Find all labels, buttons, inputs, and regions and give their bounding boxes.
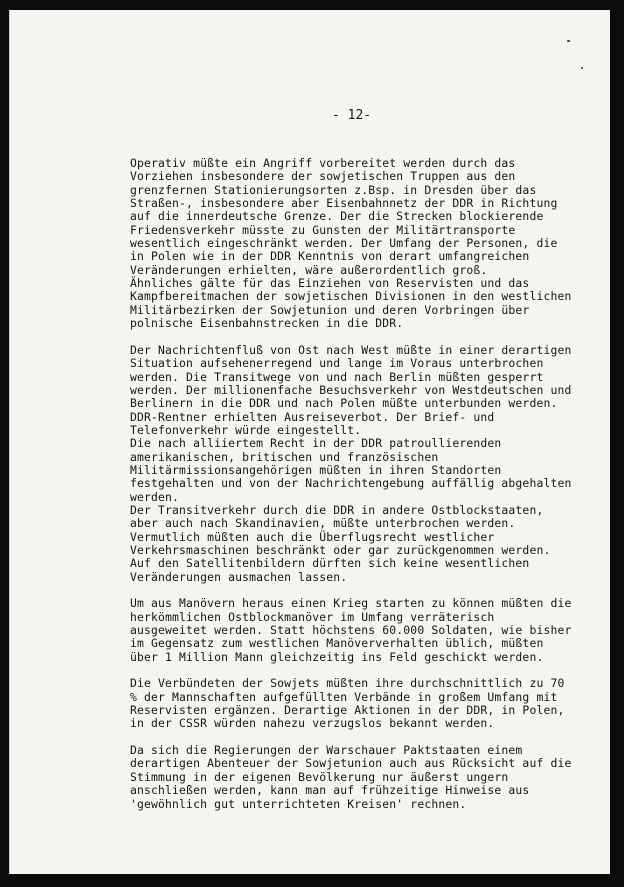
- text-line: werden. Der millionenfache Besuchsverkehr von Westdeutschen und: [130, 382, 572, 397]
- text-line: derartigen Abenteuer der Sowjetunion auch aus Rücksicht auf die: [130, 756, 572, 771]
- text-line: wesentlich eingeschränkt werden. Der Umfang der Personen, die: [130, 236, 558, 251]
- text-line: Militärmissionsangehörigen müßten in ihren Standorten: [130, 462, 502, 477]
- text-line: Der Nachrichtenfluß von Ost nach West müßte in einer derartigen: [130, 342, 572, 357]
- text-line: ausgeweitet werden. Statt höchstens 60.000 Soldaten, wie bisher: [130, 623, 572, 638]
- text-line: auf die innerdeutsche Grenze. Der die Strecken blockierende: [130, 209, 544, 224]
- paragraph: [130, 597, 580, 664]
- document-body: [130, 157, 580, 824]
- text-line: grenzfernen Stationierungsorten z.Bsp. in Dresden über das: [130, 182, 537, 197]
- text-line: Vermutlich müßten auch die Überflugsrecht westlicher: [130, 529, 495, 544]
- text-line: Veränderungen ausmachen lassen.: [130, 569, 348, 584]
- text-line: amerikanischen, britischen und französischen: [130, 449, 439, 464]
- text-line: Die Verbündeten der Sowjets müßten ihre durchschnittlich zu 70: [130, 676, 565, 691]
- text-line: Stimmung in der eigenen Bevölkerung nur äußerst ungern: [130, 769, 509, 784]
- paragraph: [130, 677, 580, 730]
- text-line: Auf den Satellitenbildern dürften sich keine wesentlichen: [130, 556, 530, 571]
- text-line: Telefonverkehr würde eingestellt.: [130, 422, 362, 437]
- text-line: Um aus Manövern heraus einen Krieg starten zu können müßten die: [130, 596, 572, 611]
- text-line: 'gewöhnlich gut unterrichteten Kreisen' rechnen.: [130, 796, 467, 811]
- text-line: in der CSSR würden nahezu verzugslos bekannt werden.: [130, 716, 495, 731]
- text-line: polnische Eisenbahnstrecken in die DDR.: [130, 316, 404, 331]
- text-line: werden.: [130, 489, 180, 504]
- text-line: über 1 Million Mann gleichzeitig ins Feld geschickt werden.: [130, 649, 544, 664]
- text-line: werden. Die Transitwege von und nach Berlin müßten gesperrt: [130, 369, 544, 384]
- text-line: Kampfbereitmachen der sowjetischen Divisionen in den westlichen: [130, 289, 572, 304]
- text-line: Situation aufsehenerregend und lange im Voraus unterbrochen: [130, 356, 544, 371]
- text-line: DDR-Rentner erhielten Ausreiseverbot. Der Brief- und: [130, 409, 495, 424]
- text-line: Reservisten ergänzen. Derartige Aktionen in der DDR, in Polen,: [130, 703, 565, 718]
- text-line: Da sich die Regierungen der Warschauer Paktstaaten einem: [130, 743, 523, 758]
- text-line: % der Mannschaften aufgefüllten Verbände in großem Umfang mit: [130, 689, 558, 704]
- text-line: festgehalten und von der Nachrichtengebung auffällig abgehalten: [130, 476, 572, 491]
- text-line: Berlinern in die DDR und nach Polen müßte unterbunden werden.: [130, 396, 558, 411]
- text-line: Veränderungen erhielten, wäre außerordentlich groß.: [130, 262, 488, 277]
- paragraph: [130, 344, 580, 584]
- text-line: Friedensverkehr müsste zu Gunsten der Militärtransporte: [130, 222, 516, 237]
- text-line: anschließen werden, kann man auf frühzeitige Hinweise aus: [130, 783, 530, 798]
- text-line: Operativ müßte ein Angriff vorbereitet werden durch das: [130, 156, 516, 170]
- text-line: Militärbezirken der Sowjetunion und deren Vorbringen über: [130, 302, 530, 317]
- document-page: [9, 10, 610, 874]
- text-line: Ähnliches gälte für das Einziehen von Reservisten und das: [130, 276, 530, 291]
- text-line: herkömmlichen Ostblockmanöver im Umfang verräterisch: [130, 609, 495, 624]
- paragraph: [130, 157, 580, 330]
- text-line: aber auch nach Skandinavien, müßte unterbrochen werden.: [130, 516, 516, 531]
- scan-speck: [581, 67, 583, 69]
- page-number: - 12-: [332, 108, 372, 123]
- text-line: Vorziehen insbesondere der sowjetischen Truppen aus den: [130, 169, 516, 184]
- text-line: Die nach alliiertem Recht in der DDR patroullierenden: [130, 436, 502, 451]
- scan-speck: [567, 40, 570, 42]
- text-line: Verkehrsmaschinen beschränkt oder gar zurückgenommen werden.: [130, 542, 551, 557]
- text-line: Der Transitverkehr durch die DDR in andere Ostblockstaaten,: [130, 502, 544, 517]
- paragraph: [130, 744, 580, 811]
- text-line: in Polen wie in der DDR Kenntnis von derart umfangreichen: [130, 249, 530, 264]
- text-line: im Gegensatz zum westlichen Manöververhalten üblich, müßten: [130, 636, 544, 651]
- text-line: Straßen-, insbesondere aber Eisenbahnnetz der DDR in Richtung: [130, 196, 558, 211]
